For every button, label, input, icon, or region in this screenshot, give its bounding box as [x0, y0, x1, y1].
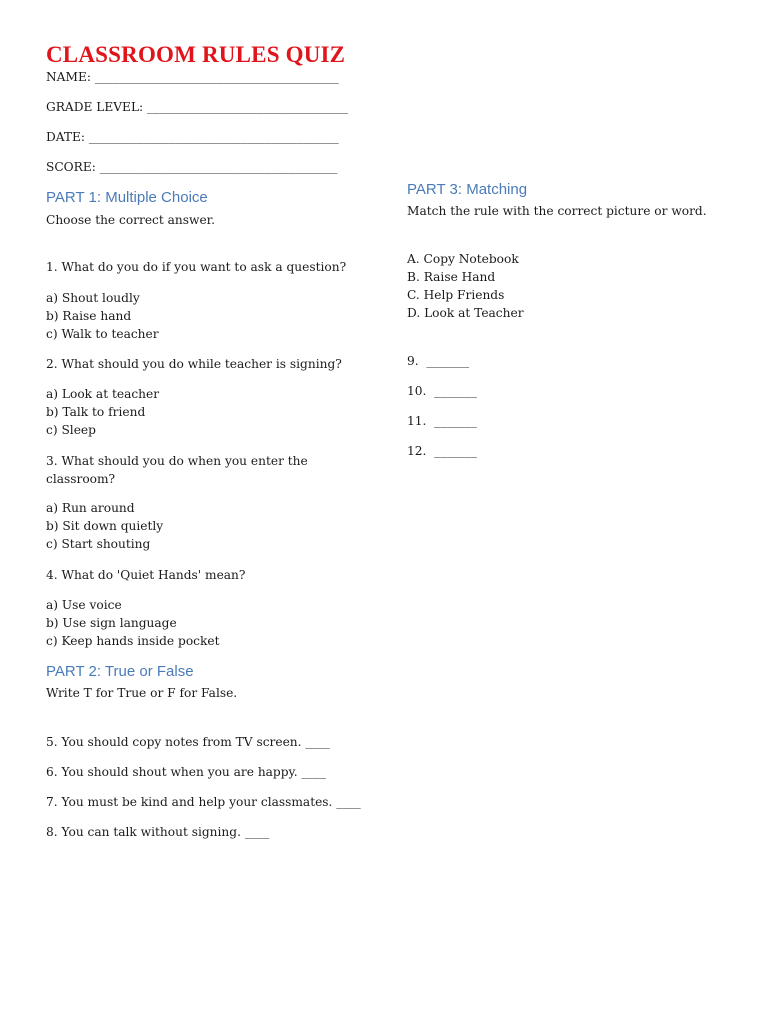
match-blank-10[interactable]: 10. _______: [407, 384, 477, 398]
q4-option-b: b) Use sign language: [46, 616, 177, 630]
q2-option-a: a) Look at teacher: [46, 387, 160, 401]
score-field[interactable]: SCORE: _______________________________________: [46, 160, 338, 174]
grade-level-field[interactable]: GRADE LEVEL: _________________________________: [46, 100, 349, 114]
date-field[interactable]: DATE: _________________________________________: [46, 130, 339, 144]
part3-heading: PART 3: Matching: [407, 181, 528, 198]
match-choice-c: C. Help Friends: [407, 288, 505, 302]
q4-option-c: c) Keep hands inside pocket: [46, 634, 220, 648]
name-field[interactable]: NAME: ________________________________________: [46, 70, 339, 84]
question-1: 1. What do you do if you want to ask a question?: [46, 260, 347, 274]
tf-statement-6: 6. You should shout when you are happy. ____: [46, 765, 326, 779]
match-blank-9[interactable]: 9. _______: [407, 354, 470, 368]
part1-instruction: Choose the correct answer.: [46, 213, 216, 227]
q2-option-c: c) Sleep: [46, 423, 96, 437]
q3-option-b: b) Sit down quietly: [46, 519, 164, 533]
part2-instruction: Write T for True or F for False.: [46, 686, 238, 700]
q1-option-b: b) Raise hand: [46, 309, 132, 323]
match-choice-a: A. Copy Notebook: [407, 252, 519, 266]
question-4: 4. What do 'Quiet Hands' mean?: [46, 568, 246, 582]
quiz-title: CLASSROOM RULES QUIZ: [46, 42, 346, 67]
tf-statement-8: 8. You can talk without signing. ____: [46, 825, 270, 839]
question-3: 3. What should you do when you enter the classroom?: [46, 454, 308, 486]
tf-statement-7: 7. You must be kind and help your classmates. ____: [46, 795, 361, 809]
question-2: 2. What should you do while teacher is signing?: [46, 357, 342, 371]
q2-option-b: b) Talk to friend: [46, 405, 146, 419]
part2-heading: PART 2: True or False: [46, 663, 194, 680]
match-blank-12[interactable]: 12. _______: [407, 444, 477, 458]
q1-option-c: c) Walk to teacher: [46, 327, 159, 341]
q4-option-a: a) Use voice: [46, 598, 122, 612]
match-blank-11[interactable]: 11. _______: [407, 414, 477, 428]
match-choice-b: B. Raise Hand: [407, 270, 496, 284]
match-choice-d: D. Look at Teacher: [407, 306, 524, 320]
q3-option-a: a) Run around: [46, 501, 135, 515]
part1-heading: PART 1: Multiple Choice: [46, 189, 208, 206]
part3-instruction: Match the rule with the correct picture or word.: [407, 204, 707, 218]
q3-option-c: c) Start shouting: [46, 537, 151, 551]
q1-option-a: a) Shout loudly: [46, 291, 140, 305]
tf-statement-5: 5. You should copy notes from TV screen. ____: [46, 735, 330, 749]
